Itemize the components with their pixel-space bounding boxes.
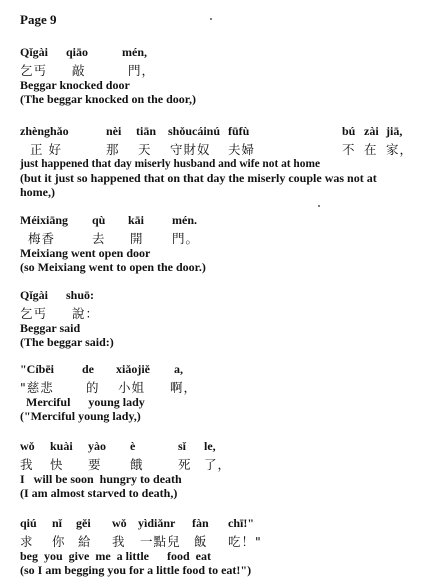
page-number: Page 9 (20, 12, 57, 27)
hanzi-word: 乞丐 (20, 306, 48, 321)
pinyin-word: wǒ (20, 439, 35, 453)
pinyin-word: de (82, 362, 94, 376)
pinyin-word: wǒ (112, 516, 127, 530)
hanzi-word: 門。 (172, 231, 200, 246)
pinyin-word: nǐ (52, 516, 63, 530)
translation-line: ("Merciful young lady,) (20, 409, 141, 423)
pinyin-line (20, 439, 412, 455)
translation-line: (The beggar knocked on the door,) (20, 92, 197, 106)
hanzi-word: 吃！" (228, 534, 262, 549)
hanzi-word: 了， (204, 457, 232, 472)
pinyin-word: mén. (172, 213, 197, 227)
pinyin-word: zài (364, 124, 379, 138)
hanzi-word: 敲 (72, 63, 86, 78)
pinyin-word: è (130, 439, 136, 453)
hanzi-word: 那 (106, 142, 120, 157)
pinyin-word: sǐ (178, 439, 187, 453)
hanzi-word: 天 (138, 142, 152, 157)
translation-line: (The beggar said:) (20, 335, 114, 349)
pinyin-word: qiāo (66, 45, 89, 59)
sentence-block (20, 124, 412, 199)
hanzi-line (20, 378, 412, 395)
sentence-block (20, 45, 412, 106)
scan-speck (210, 18, 212, 20)
pinyin-word: Qǐgài (20, 45, 49, 59)
pinyin-word: xiǎojiě (116, 362, 150, 376)
gloss-line: Beggar said (20, 321, 81, 335)
hanzi-line (20, 532, 412, 549)
hanzi-line (20, 304, 412, 321)
translation-line: (I am almost starved to death,) (20, 486, 178, 500)
gloss-line: just happened that day miserly husband and wife not at home (20, 158, 321, 170)
gloss-line: Beggar knocked door (20, 78, 130, 92)
hanzi-word: 死 (178, 457, 192, 472)
hanzi-word: 求 (20, 534, 34, 549)
hanzi-word: 小姐 (118, 380, 146, 395)
gloss-line: beg you give me a little food eat (20, 549, 211, 563)
pinyin-word: Qǐgài (20, 288, 49, 302)
hanzi-word: 啊， (170, 380, 198, 395)
hanzi-word: 你 (52, 534, 66, 549)
pinyin-word: tiān (136, 124, 157, 138)
pinyin-line (20, 288, 412, 304)
translation-line: (so I am begging you for a little food to eat!") (20, 563, 252, 577)
pinyin-line (20, 516, 412, 532)
sentence-block (20, 439, 412, 500)
hanzi-word: 飯 (194, 534, 208, 549)
hanzi-line (20, 455, 412, 472)
hanzi-word: 快 (50, 457, 64, 472)
pinyin-word: shǒucáinú (168, 124, 221, 138)
pinyin-word: bú (342, 124, 356, 138)
hanzi-word: 我 (112, 534, 126, 549)
hanzi-line (20, 229, 412, 246)
sentence-block (20, 288, 412, 349)
pinyin-word: gěi (76, 516, 91, 530)
pinyin-word: le, (204, 439, 216, 453)
gloss-line: Merciful young lady (20, 395, 145, 409)
hanzi-word: "慈悲 (20, 380, 54, 395)
translation-line: (so Meixiang went to open the door.) (20, 260, 206, 274)
hanzi-word: 門， (128, 63, 156, 78)
hanzi-word: 在 (364, 142, 378, 157)
pinyin-word: jiā, (386, 124, 403, 138)
hanzi-word: 乞丐 (20, 63, 48, 78)
scan-speck (318, 205, 320, 207)
hanzi-word: 說： (72, 306, 100, 321)
hanzi-word: 我 (20, 457, 34, 472)
pinyin-line (20, 124, 412, 140)
pinyin-word: qiú (20, 516, 37, 530)
hanzi-word: 餓 (130, 457, 144, 472)
sentence-block (20, 516, 412, 577)
pinyin-word: yào (88, 439, 106, 453)
pinyin-word: zhènghǎo (20, 124, 69, 138)
hanzi-line (20, 140, 412, 157)
pinyin-word: fūfù (228, 124, 250, 138)
pinyin-word: shuō: (66, 288, 95, 302)
hanzi-word: 的 (86, 380, 100, 395)
pinyin-word: yìdiǎnr (138, 516, 176, 530)
pinyin-word: kāi (128, 213, 145, 227)
pinyin-line (20, 213, 412, 229)
pinyin-word: a, (174, 362, 183, 376)
hanzi-word: 家， (386, 142, 414, 157)
hanzi-word: 給 (78, 534, 92, 549)
pinyin-word: qù (92, 213, 106, 227)
pinyin-word: Méixiāng (20, 213, 68, 227)
hanzi-word: 正 好 (30, 142, 62, 157)
pinyin-line (20, 45, 412, 61)
gloss-line: I will be soon hungry to death (20, 472, 182, 486)
hanzi-word: 不 (342, 142, 356, 157)
hanzi-word: 一點兒 (140, 534, 181, 549)
pinyin-word: nèi (106, 124, 122, 138)
hanzi-line (20, 61, 412, 78)
pinyin-word: chī!" (228, 516, 254, 530)
hanzi-word: 夫婦 (228, 142, 256, 157)
hanzi-word: 開 (130, 231, 144, 246)
sentence-block (20, 362, 412, 423)
pinyin-word: kuài (50, 439, 73, 453)
sentence-block (20, 213, 412, 274)
gloss-line: Meixiang went open door (20, 246, 151, 260)
pinyin-word: mén, (122, 45, 147, 59)
pinyin-word: "Cíbēi (20, 362, 54, 376)
pinyin-word: fàn (192, 516, 209, 530)
hanzi-word: 去 (92, 231, 106, 246)
hanzi-word: 要 (88, 457, 102, 472)
translation-line: (but it just so happened that on that day the miserly couple was not at home,) (20, 171, 377, 199)
pinyin-line (20, 362, 412, 378)
hanzi-word: 梅香 (28, 231, 56, 246)
hanzi-word: 守財奴 (170, 142, 211, 157)
